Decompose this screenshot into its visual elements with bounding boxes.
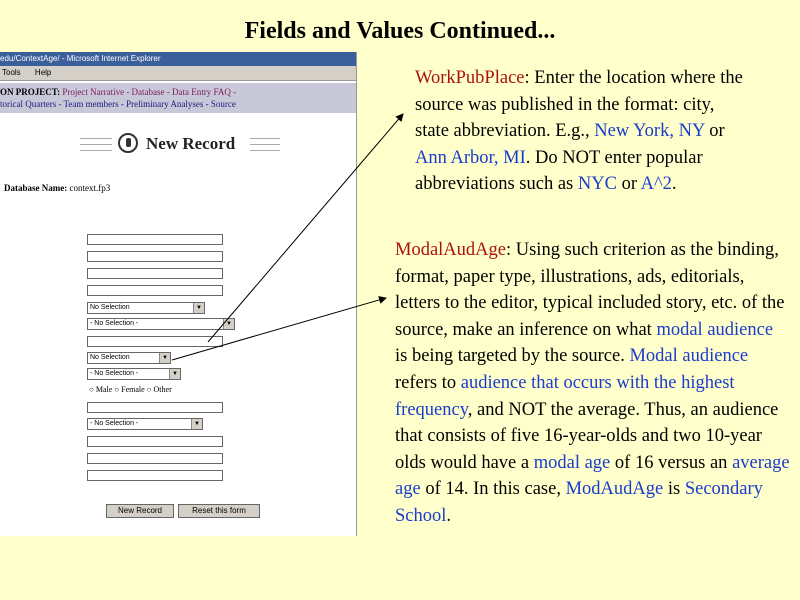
project-label: ON PROJECT:	[0, 87, 61, 97]
modalaudses-select[interactable]: - No Selection - ▼	[87, 368, 181, 380]
nav-links-line1[interactable]: Project Narrative - Database - Data Entry FAQ -	[60, 87, 237, 97]
database-name-value: context.fp3	[69, 183, 111, 193]
database-name: Database Name: context.fp3	[4, 183, 111, 193]
nav-links-line2[interactable]: torical Quarters - Team members - Preliminary Analyses - Source	[0, 99, 236, 109]
reset-form-button[interactable]: Reset this form	[178, 504, 260, 518]
slide-title: Fields and Values Continued...	[244, 18, 556, 44]
modalaudage-select[interactable]: No Selection ▼	[87, 352, 171, 364]
page-heading: New Record	[146, 134, 236, 153]
key-modaudage: ModAudAge	[565, 479, 664, 500]
workpubplace-description: WorkPubPlace: Enter the location where the source was published in the format: city, state abbreviation. E.g., New York, NY or Ann Arbor, MI. Do NOT enter popular abbreviations such as NYC or A^2.	[415, 68, 743, 195]
menu-tools[interactable]: Tools	[2, 68, 21, 77]
workformat-select[interactable]: - No Selection - ▼	[87, 318, 235, 330]
worktype-select[interactable]: No Selection ▼	[87, 302, 205, 314]
chevron-down-icon: ▼	[159, 353, 170, 363]
example-new-york: New York, NY	[594, 121, 705, 142]
key-modal-audience: modal audience	[656, 319, 774, 340]
radio-female: Female	[121, 385, 145, 394]
radio-icon: ○	[114, 385, 120, 394]
arrow-modalaudage	[172, 298, 386, 360]
radio-male: Male	[95, 385, 113, 394]
chevron-down-icon: ▼	[223, 319, 234, 329]
key-secondary-school: Secondary School	[395, 479, 763, 526]
browser-titlebar: edu/ContextAge/ - Microsoft Internet Explorer	[0, 52, 356, 66]
radio-icon: ○	[89, 385, 94, 394]
chevron-down-icon: ▼	[191, 419, 202, 429]
radio-other: Other	[153, 385, 172, 394]
chevron-down-icon: ▼	[193, 303, 204, 313]
key-highest-frequency: audience that occurs with the highest frequency	[395, 372, 735, 420]
workpubplace-term: WorkPubPlace	[415, 68, 525, 88]
new-record-button[interactable]: New Record	[106, 504, 174, 518]
key-average-age: average age	[395, 452, 790, 500]
key-modal-age: modal age	[533, 452, 611, 473]
chevron-down-icon: ▼	[169, 369, 180, 379]
example-ann-arbor: Ann Arbor, MI	[415, 147, 526, 168]
modalaudage-description: ModalAudAge: Using such criterion as the binding, format, paper type, illustrations, ads, editorials, letters to the editor, typical included story, etc. of the source, make an inference on what modal audience is being targeted by the source. Modal audience refers to audience that occurs with the highest frequency, and NOT the average. Thus, an audience that consists of five 16-year-olds and two 10-year olds would have a modal age of 16 versus an average age of 14. In this case, ModAudAge is Secondary School.	[395, 240, 790, 526]
modalaudage-term: ModalAudAge	[395, 240, 506, 260]
menu-help[interactable]: Help	[34, 68, 52, 77]
readername-select[interactable]: - No Selection - ▼	[87, 418, 203, 430]
radio-icon: ○	[146, 385, 152, 394]
arrow-workpubplace	[208, 114, 403, 342]
key-modal-audience-2: Modal audience	[629, 346, 749, 367]
example-nyc: NYC	[577, 174, 617, 195]
example-a2: A^2	[640, 174, 672, 195]
